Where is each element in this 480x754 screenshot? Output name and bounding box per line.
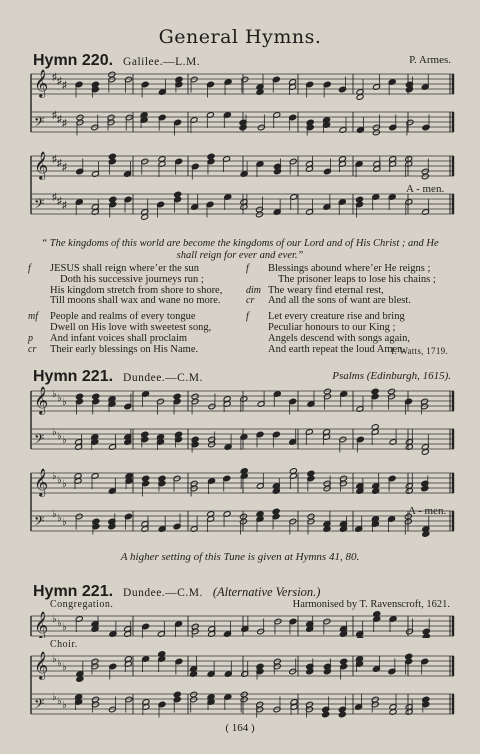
key-signature-icon: ♯ <box>52 192 57 203</box>
dynamic-mark: dim <box>246 284 261 296</box>
verse-text: JESUS shall reign where’er the sun <box>50 263 200 274</box>
note-head <box>422 531 430 538</box>
note-head <box>256 211 264 218</box>
key-signature-icon: ♭ <box>62 622 67 633</box>
key-signature-icon: ♯ <box>57 114 62 125</box>
note-head <box>338 711 346 718</box>
note-head <box>108 71 116 78</box>
music-system-3 <box>30 385 456 459</box>
dynamic-mark: mf <box>28 311 38 323</box>
note-head <box>190 691 198 698</box>
treble-clef-icon: 𝄞 <box>34 651 49 679</box>
verse-text: Dwell on His love with sweetest song, <box>50 321 212 333</box>
harmoniser-credit: Harmonised by T. Ravenscroft, 1621. <box>292 599 450 610</box>
verse-line <box>246 296 436 307</box>
melody-staff <box>30 610 456 638</box>
dynamic-mark: f <box>246 311 249 323</box>
dynamic-mark <box>246 275 268 286</box>
tune-note: A higher setting of this Tune is given at Hymns 41, 80. <box>120 551 360 563</box>
treble-clef-icon: 𝄞 <box>34 386 49 414</box>
verses-left <box>28 264 222 355</box>
key-signature-icon: ♯ <box>62 162 67 173</box>
key-signature-icon: ♭ <box>62 517 67 528</box>
dynamic-mark <box>246 345 268 356</box>
note-head <box>421 173 429 180</box>
verse-line <box>28 334 222 345</box>
key-signature-icon: ♯ <box>52 110 57 121</box>
verse-line <box>246 275 436 286</box>
choir-label: Choir. <box>50 639 78 650</box>
verse-text: Their early blessings on His Name. <box>50 343 199 355</box>
note-head <box>356 196 364 203</box>
version-note: (Alternative Version.) <box>212 585 321 599</box>
key-signature-icon: ♭ <box>52 654 57 665</box>
note-head <box>405 653 413 660</box>
key-signature-icon: ♯ <box>57 158 62 169</box>
bass-clef-icon: 𝄢 <box>34 196 45 215</box>
note-head <box>323 388 331 395</box>
key-signature-icon: ♭ <box>52 614 57 625</box>
bass-clef-icon: 𝄢 <box>34 513 45 532</box>
note-head <box>307 513 315 520</box>
key-signature-icon: ♭ <box>57 393 62 404</box>
key-signature-icon: ♭ <box>62 662 67 673</box>
verse-text: The weary find eternal rest, <box>268 284 384 296</box>
note-head <box>142 475 150 482</box>
music-system-2 <box>30 150 456 224</box>
hymn-number: Hymn 220. <box>33 52 114 69</box>
key-signature-icon: ♯ <box>62 80 67 91</box>
key-signature-icon: ♭ <box>57 696 62 707</box>
key-signature-icon: ♭ <box>57 431 62 442</box>
hymn-221-heading <box>33 368 451 386</box>
note-head <box>108 153 116 160</box>
dynamic-mark <box>28 275 50 286</box>
dynamic-mark: cr <box>246 295 255 307</box>
key-signature-icon: ♭ <box>57 618 62 629</box>
hymn-author: I. Watts, 1719. <box>391 346 448 356</box>
note-head <box>240 691 248 698</box>
note-head <box>174 191 182 198</box>
key-signature-icon: ♭ <box>52 471 57 482</box>
dynamic-mark: p <box>28 332 33 344</box>
verse-text: And infant voices shall proclaim <box>50 332 188 344</box>
verse-text: The prisoner leaps to lose his chains ; <box>278 273 436 285</box>
treble-clef-icon: 𝄞 <box>34 151 49 179</box>
verse-line <box>246 334 436 345</box>
key-signature-icon: ♯ <box>52 154 57 165</box>
verse-text: Let every creature rise and bring <box>268 311 405 323</box>
verse-text: Till moons shall wax and wane no more. <box>50 295 221 307</box>
treble-clef-icon: 𝄞 <box>34 69 49 97</box>
note-head <box>207 153 215 160</box>
key-signature-icon: ♭ <box>52 389 57 400</box>
verse-text: Blessings abound where’er He reigns ; <box>268 263 431 274</box>
key-signature-icon: ♭ <box>57 475 62 486</box>
note-head <box>239 513 247 520</box>
key-signature-icon: ♯ <box>57 196 62 207</box>
tune-name: Dundee.—C.M. <box>123 372 203 384</box>
note-head <box>356 94 364 101</box>
dynamic-mark <box>246 323 268 334</box>
dynamic-mark <box>28 286 50 297</box>
page-title: General Hymns. <box>158 26 322 48</box>
key-signature-icon: ♭ <box>62 700 67 711</box>
choir-system <box>30 650 456 724</box>
note-head <box>191 393 199 400</box>
staff-notation <box>30 610 456 638</box>
verse-line <box>28 275 222 286</box>
note-head <box>421 449 429 456</box>
amen-label: A - men. <box>406 183 445 195</box>
note-head <box>109 196 117 203</box>
verse-text: Doth his successive journeys run ; <box>60 273 204 285</box>
congregation-label: Congregation. <box>50 599 114 610</box>
note-head <box>75 393 83 400</box>
scripture-quote: “ The kingdoms of this world are become the kingdoms of our Lord and of His Christ ; and He shall reign for ever and ever.” <box>41 238 439 261</box>
key-signature-icon: ♭ <box>62 479 67 490</box>
bass-clef-icon: 𝄢 <box>34 431 45 450</box>
key-signature-icon: ♯ <box>62 118 67 129</box>
verses-right <box>246 264 436 355</box>
page-number: ( 164 ) <box>225 722 255 734</box>
music-system-1 <box>30 68 456 142</box>
note-head <box>340 658 348 665</box>
note-head <box>322 711 330 718</box>
key-signature-icon: ♭ <box>57 658 62 669</box>
verse-text: Angels descend with songs again, <box>268 332 411 344</box>
dynamic-mark: cr <box>28 343 37 355</box>
key-signature-icon: ♭ <box>62 397 67 408</box>
key-signature-icon: ♯ <box>52 72 57 83</box>
verse-line <box>28 296 222 307</box>
note-head <box>76 676 84 683</box>
note-head <box>141 214 149 221</box>
music-system-4 <box>30 467 456 541</box>
tune-source: Psalms (Edinburgh, 1615). <box>332 370 451 382</box>
staff-notation <box>30 467 456 541</box>
key-signature-icon: ♭ <box>52 509 57 520</box>
dynamic-mark <box>28 296 50 307</box>
verse-text: His kingdom stretch from shore to shore, <box>50 284 223 296</box>
composer: P. Armes. <box>409 54 451 66</box>
key-signature-icon: ♭ <box>57 513 62 524</box>
staff-notation <box>30 150 456 224</box>
note-head <box>76 114 84 121</box>
dynamic-mark: f <box>28 263 31 274</box>
note-head <box>173 393 181 400</box>
bass-clef-icon: 𝄢 <box>34 696 45 715</box>
key-signature-icon: ♭ <box>52 692 57 703</box>
tune-name: Galilee.—L.M. <box>123 56 201 68</box>
amen-label: A - men. <box>408 505 447 517</box>
note-head <box>307 470 315 477</box>
tune-name: Dundee.—C.M. <box>123 587 203 599</box>
verse-text: People and realms of every tongue <box>50 311 196 323</box>
hymn-number: Hymn 221. <box>33 368 114 385</box>
verse-line <box>28 345 222 356</box>
staff-notation <box>30 385 456 459</box>
key-signature-icon: ♭ <box>52 427 57 438</box>
note-head <box>388 388 396 395</box>
verse-text: And all the sons of want are blest. <box>268 295 411 307</box>
dynamic-mark: f <box>246 263 249 274</box>
staff-notation <box>30 650 456 724</box>
note-head <box>272 508 280 515</box>
note-head <box>173 691 181 698</box>
key-signature-icon: ♭ <box>62 435 67 446</box>
note-head <box>92 393 100 400</box>
hymn-number: Hymn 221. <box>33 583 114 600</box>
bass-clef-icon: 𝄢 <box>34 114 45 133</box>
key-signature-icon: ♯ <box>62 200 67 211</box>
note-head <box>371 388 379 395</box>
dynamic-mark <box>246 334 268 345</box>
note-head <box>372 129 380 136</box>
treble-clef-icon: 𝄞 <box>34 611 49 638</box>
staff-notation <box>30 68 456 142</box>
verse-text: Peculiar honours to our King ; <box>268 321 396 333</box>
treble-clef-icon: 𝄞 <box>34 468 49 496</box>
verse-text: And earth repeat the loud Amen. <box>268 343 406 355</box>
key-signature-icon: ♯ <box>57 76 62 87</box>
